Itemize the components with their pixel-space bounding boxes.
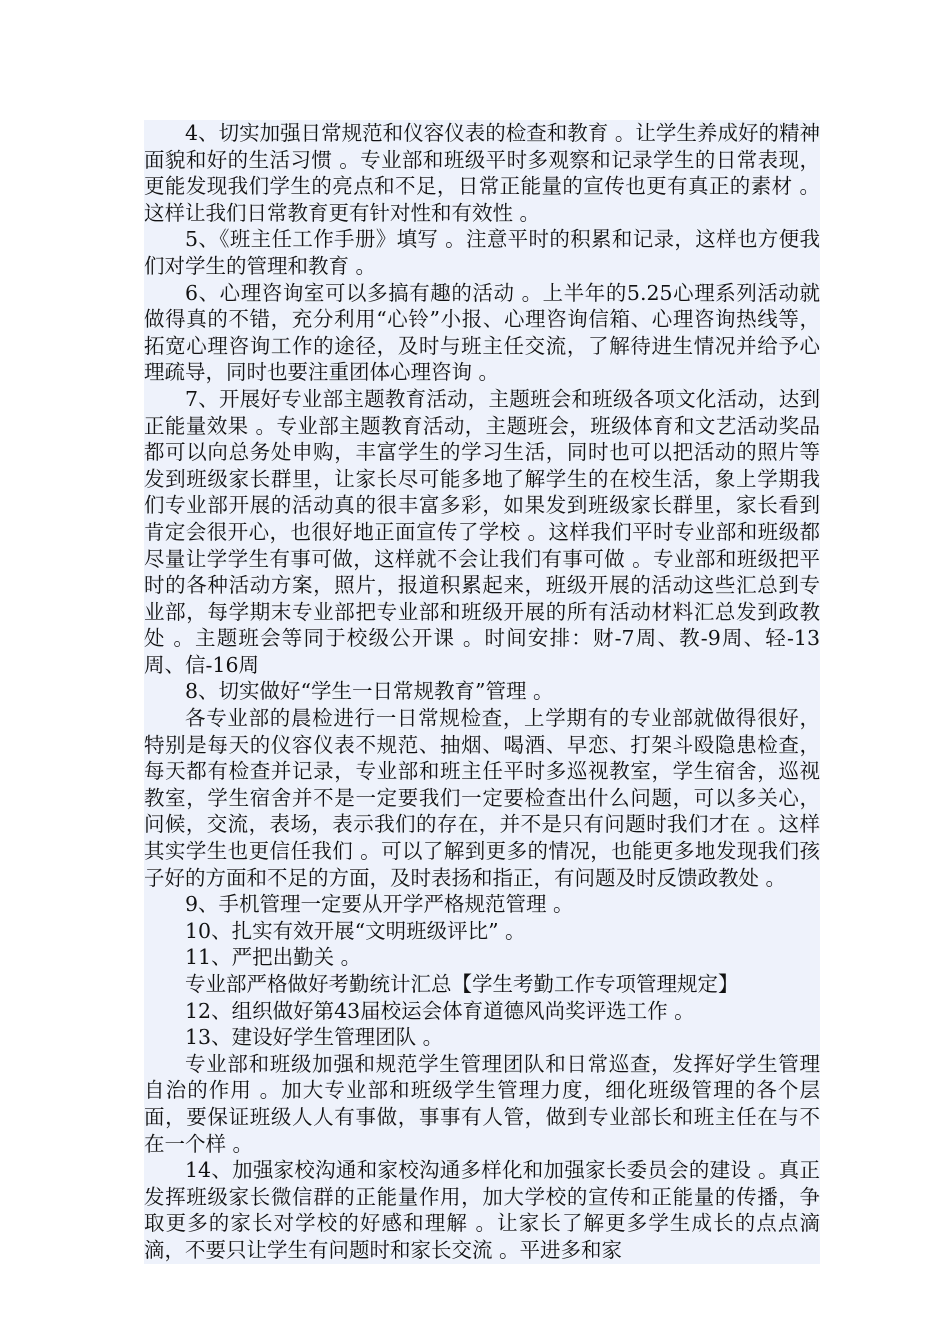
paragraph-item-11-detail: 专业部严格做好考勤统计汇总【学生考勤工作专项管理规定】 — [144, 971, 820, 998]
paragraph-item-14: 14、加强家校沟通和家校沟通多样化和加强家长委员会的建设 。真正发挥班级家长微信群的正能量作用，加大学校的宣传和正能量的传播，争取更多的家长对学校的好感和理解 。让家长了解更多学生成长的点点滴滴，不要只让学生有问题时和家长交流 。平进多和家 — [144, 1158, 820, 1262]
paragraph-item-8-detail: 各专业部的晨检进行一日常规检查，上学期有的专业部就做得很好，特别是每天的仪容仪表不规范、抽烟、喝酒、早恋、打架斗殴隐患检查，每天都有检查并记录，专业部和班主任平时多巡视教室，学生宿舍，巡视教室，学生宿舍并不是一定要我们一定要检查出什么问题，可以多关心，问候，交流，表场，表示我们的存在，并不是只有问题时我们才在 。这样其实学生也更信任我们 。可以了解到更多的情况，也能更多地发现我们孩子好的方面和不足的方面，及时表扬和指正，有问题及时反馈政教处 。 — [144, 706, 820, 890]
paragraph-item-6: 6、心理咨询室可以多搞有趣的活动 。上半年的5.25心理系列活动就做得真的不错，充分利用“心铃”小报、心理咨询信箱、心理咨询热线等，拓宽心理咨询工作的途径，及时与班主任交流，了解待进生情况并给予心理疏导，同时也要注重团体心理咨询 。 — [144, 280, 820, 385]
paragraph-item-5: 5、《班主任工作手册》填写 。注意平时的积累和记录，这样也方便我们对学生的管理和教育 。 — [144, 227, 820, 278]
paragraph-item-12: 12、组织做好第43届校运会体育道德风尚奖评选工作 。 — [144, 998, 820, 1025]
paragraph-item-13-detail: 专业部和班级加强和规范学生管理团队和日常巡查，发挥好学生管理自治的作用 。加大专业部和班级学生管理力度，细化班级管理的各个层面，要保证班级人人有事做，事事有人管，做到专业部长和班主任在与不在一个样 。 — [144, 1051, 820, 1156]
paragraph-item-10: 10、扎实有效开展“文明班级评比” 。 — [144, 918, 820, 945]
paragraph-item-8: 8、切实做好“学生一日常规教育”管理 。 — [144, 678, 820, 705]
paragraph-item-13: 13、建设好学生管理团队 。 — [144, 1024, 820, 1051]
paragraph-item-11: 11、严把出勤关 。 — [144, 944, 820, 971]
paragraph-item-7: 7、开展好专业部主题教育活动，主题班会和班级各项文化活动，达到正能量效果 。专业部主题教育活动，主题班会，班级体育和文艺活动奖品都可以向总务处申购，丰富学生的学习生活，同时也可以把活动的照片等发到班级家长群里，让家长尽可能多地了解学生的在校生活，象上学期我们专业部开展的活动真的很丰富多彩，如果发到班级家长群里，家长看到肯定会很开心，也很好地正面宣传了学校 。这样我们平时专业部和班级都尽量让学学生有事可做，这样就不会让我们有事可做 。专业部和班级把平时的各种活动方案，照片，报道积累起来，班级开展的活动这些汇总到专业部，每学期末专业部把专业部和班级开展的所有活动材料汇总发到政教处 。主题班会等同于校级公开课 。时间安排：财-7周、教-9周、轻-13周、信-16周 — [144, 386, 820, 677]
paragraph-item-4: 4、切实加强日常规范和仪容仪表的检查和教育 。让学生养成好的精神面貌和好的生活习惯 。专业部和班级平时多观察和记录学生的日常表现，更能发现我们学生的亮点和不足，日常正能量的宣传也更有真正的素材 。这样让我们日常教育更有针对性和有效性 。 — [144, 121, 820, 225]
paragraph-item-9: 9、手机管理一定要从开学严格规范管理 。 — [144, 891, 820, 918]
document-body — [144, 120, 820, 1264]
